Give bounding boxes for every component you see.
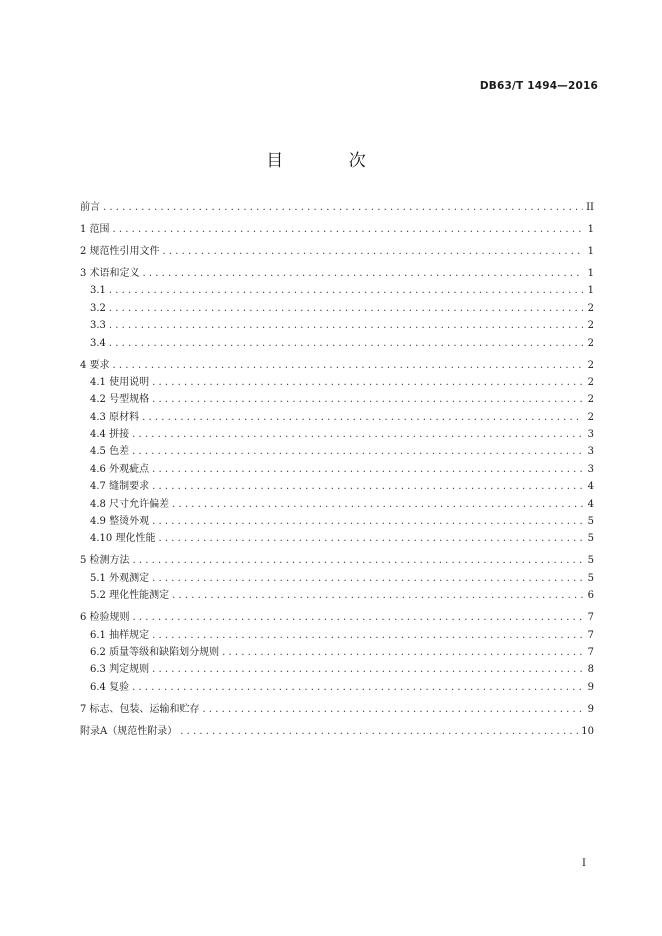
toc-leader-dots <box>158 530 583 547</box>
toc-entry-label: 4.6 外观疵点 <box>90 463 150 475</box>
toc-leader-dots <box>109 300 583 317</box>
toc-entry-label: 1 范围 <box>80 223 110 235</box>
toc-leader-dots <box>113 221 583 238</box>
toc-entry[interactable] <box>80 661 594 678</box>
toc-entry-page: 10 <box>581 725 594 737</box>
toc-entry[interactable] <box>80 391 594 408</box>
toc-entry-label: 3.3 <box>90 320 106 332</box>
toc-entry-page: 8 <box>587 664 594 676</box>
toc-entry[interactable] <box>80 282 594 299</box>
toc-entry-page: 9 <box>587 703 594 715</box>
toc-entry-label: 5.1 外观测定 <box>90 572 150 584</box>
toc-entry[interactable] <box>80 723 594 740</box>
toc-leader-dots <box>109 317 583 334</box>
toc-leader-dots <box>152 391 583 408</box>
toc-entry[interactable] <box>80 335 594 352</box>
toc-entry-label: 4.2 号型规格 <box>90 394 150 406</box>
toc-entry[interactable] <box>80 587 594 604</box>
toc-entry-page: 1 <box>587 245 594 257</box>
toc-entry-page: 7 <box>587 629 594 641</box>
toc-entry-page: 2 <box>587 411 594 423</box>
toc-entry[interactable] <box>80 199 594 216</box>
toc-leader-dots <box>109 335 583 352</box>
toc-entry-page: 2 <box>587 320 594 332</box>
toc-entry-page: 2 <box>587 359 594 371</box>
toc-entry-label: 5 检测方法 <box>80 555 130 567</box>
toc-leader-dots <box>152 570 583 587</box>
table-of-contents <box>80 199 594 740</box>
toc-entry-label: 3.4 <box>90 337 106 349</box>
toc-leader-dots <box>132 443 583 460</box>
toc-entry-page: 1 <box>587 267 594 279</box>
toc-leader-dots <box>113 357 583 374</box>
toc-leader-dots <box>143 265 583 282</box>
document-code: DB63/T 1494—2016 <box>479 80 598 92</box>
page-number: I <box>582 858 586 869</box>
toc-entry-label: 附录A（规范性附录） <box>80 725 178 737</box>
toc-entry-page: 5 <box>587 516 594 528</box>
toc-leader-dots <box>132 679 583 696</box>
toc-entry-page: 1 <box>587 285 594 297</box>
toc-entry-label: 3.1 <box>90 285 106 297</box>
toc-entry-label: 4 要求 <box>80 359 110 371</box>
toc-entry[interactable] <box>80 221 594 238</box>
toc-entry-label: 4.4 拼接 <box>90 429 130 441</box>
toc-entry-label: 6 检验规则 <box>80 612 130 624</box>
toc-entry-page: 5 <box>587 533 594 545</box>
toc-entry-label: 4.3 原材料 <box>90 411 140 423</box>
toc-entry-label: 7 标志、包装、运输和贮存 <box>80 703 200 715</box>
toc-entry-page: 3 <box>587 446 594 458</box>
toc-entry-page: 2 <box>587 337 594 349</box>
toc-entry[interactable] <box>80 409 594 426</box>
toc-leader-dots <box>152 513 583 530</box>
toc-entry-page: 3 <box>587 429 594 441</box>
toc-entry[interactable] <box>80 701 594 718</box>
toc-entry[interactable] <box>80 513 594 530</box>
toc-entry[interactable] <box>80 357 594 374</box>
toc-entry-label: 6.1 抽样规定 <box>90 629 150 641</box>
toc-entry[interactable] <box>80 570 594 587</box>
toc-entry[interactable] <box>80 609 594 626</box>
toc-entry[interactable] <box>80 265 594 282</box>
toc-leader-dots <box>152 461 583 478</box>
toc-entry[interactable] <box>80 300 594 317</box>
toc-entry[interactable] <box>80 443 594 460</box>
toc-entry-label: 3.2 <box>90 302 106 314</box>
toc-entry-page: 4 <box>587 498 594 510</box>
toc-entry-label: 4.7 缝制要求 <box>90 481 150 493</box>
toc-entry[interactable] <box>80 679 594 696</box>
toc-entry-label: 3 术语和定义 <box>80 267 140 279</box>
toc-entry-page: 5 <box>587 572 594 584</box>
page-title: 目 次 <box>266 151 396 171</box>
toc-leader-dots <box>103 199 583 216</box>
toc-entry-page: 4 <box>587 481 594 493</box>
toc-entry[interactable] <box>80 496 594 513</box>
toc-entry-label: 4.10 理化性能 <box>90 533 156 545</box>
toc-leader-dots <box>163 243 583 260</box>
toc-entry[interactable] <box>80 627 594 644</box>
toc-entry-label: 6.2 质量等级和缺陷划分规则 <box>90 646 220 658</box>
toc-leader-dots <box>109 282 583 299</box>
toc-entry-label: 前言 <box>80 202 100 213</box>
toc-entry-label: 6.4 复验 <box>90 681 130 693</box>
toc-entry[interactable] <box>80 530 594 547</box>
toc-entry-label: 4.1 使用说明 <box>90 376 150 388</box>
toc-entry-label: 4.5 色差 <box>90 446 130 458</box>
toc-entry[interactable] <box>80 552 594 569</box>
toc-entry-page: 6 <box>587 590 594 602</box>
toc-entry[interactable] <box>80 478 594 495</box>
toc-entry[interactable] <box>80 243 594 260</box>
toc-leader-dots <box>133 552 583 569</box>
toc-entry[interactable] <box>80 644 594 661</box>
toc-entry-page: 3 <box>587 463 594 475</box>
toc-leader-dots <box>142 409 583 426</box>
toc-entry-page: 1 <box>587 223 594 235</box>
toc-entry-label: 4.8 尺寸允许偏差 <box>90 498 170 510</box>
toc-leader-dots <box>132 426 583 443</box>
toc-leader-dots <box>152 478 583 495</box>
toc-leader-dots <box>180 723 578 740</box>
toc-entry[interactable] <box>80 317 594 334</box>
toc-entry-label: 2 规范性引用文件 <box>80 245 160 257</box>
toc-entry-page: 2 <box>587 302 594 314</box>
toc-entry-page: 7 <box>587 646 594 658</box>
toc-leader-dots <box>152 661 583 678</box>
toc-entry[interactable] <box>80 461 594 478</box>
toc-entry-label: 5.2 理化性能测定 <box>90 590 170 602</box>
toc-entry-label: 4.9 整烫外观 <box>90 516 150 528</box>
toc-entry-page: 9 <box>587 681 594 693</box>
toc-entry[interactable] <box>80 426 594 443</box>
toc-leader-dots <box>152 374 583 391</box>
toc-leader-dots <box>172 587 583 604</box>
toc-leader-dots <box>152 627 583 644</box>
toc-entry-page: 2 <box>587 376 594 388</box>
toc-leader-dots <box>172 496 583 513</box>
toc-entry-page: II <box>586 202 594 213</box>
toc-entry-page: 2 <box>587 394 594 406</box>
toc-leader-dots <box>222 644 583 661</box>
toc-entry[interactable] <box>80 374 594 391</box>
toc-leader-dots <box>133 609 583 626</box>
toc-entry-label: 6.3 判定规则 <box>90 664 150 676</box>
toc-entry-page: 7 <box>587 612 594 624</box>
toc-entry-page: 5 <box>587 555 594 567</box>
toc-leader-dots <box>203 701 583 718</box>
